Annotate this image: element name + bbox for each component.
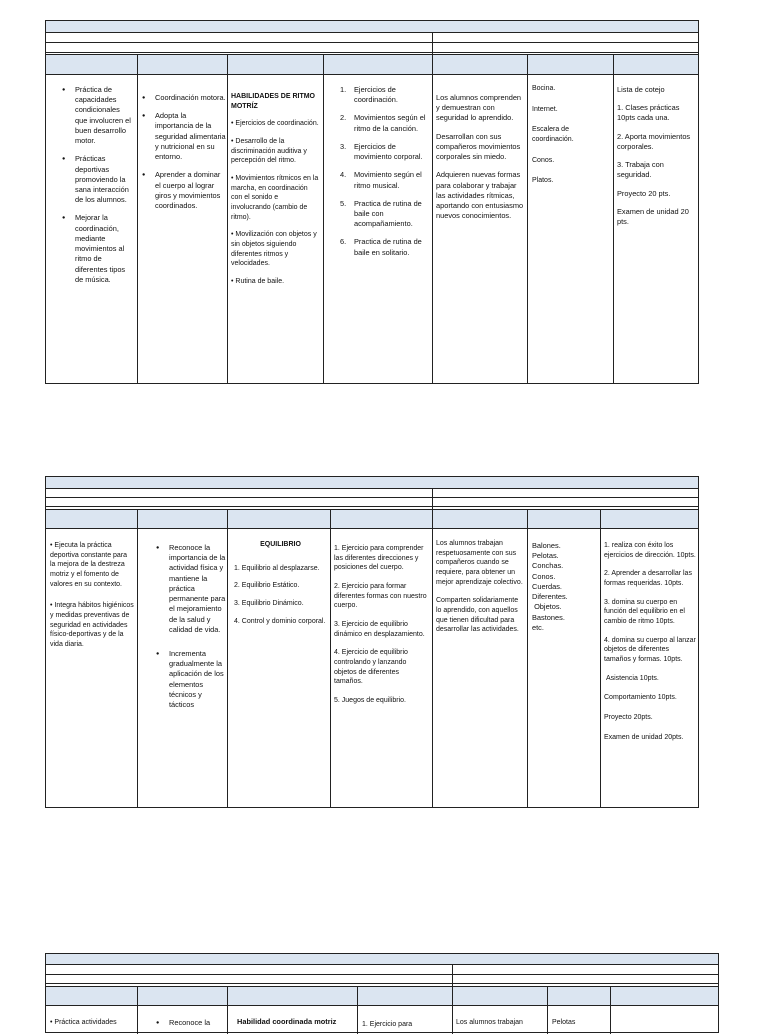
- contenido-title: HABILIDADES DE RITMO MOTRÍZ: [231, 93, 315, 110]
- list-item: ● Adopta la importancia de la seguridad alimentaria y nutricional en su entorno.: [142, 111, 226, 162]
- list-item: 2. Movimientos según el ritmo de la canción.: [340, 113, 426, 133]
- table-3-recurso-cell: Pelotas: [552, 1019, 576, 1026]
- list-item: 5. Practica de rutina de baile con acompañamiento.: [340, 198, 422, 229]
- list-item: Los alumnos comprenden y demuestran con seguridad lo aprendido.: [436, 93, 522, 123]
- table-3-aprendizaje-cell: [156, 1018, 226, 1036]
- list-item: Bastones.: [532, 612, 565, 622]
- list-item: Proyecto 20pts.: [604, 713, 653, 721]
- list-item: Comportamiento 10pts.: [604, 694, 677, 702]
- list-item: 1. realiza con éxito los ejercicios de dirección. 10pts.: [604, 542, 696, 559]
- list-item: 1. Equilibrio al desplazarse.: [234, 564, 320, 572]
- list-item: 2. Aporta movimientos corporales.: [617, 131, 691, 151]
- list-item: ● Prácticas deportivas promoviendo la sana interacción de los alumnos.: [62, 154, 134, 205]
- list-item: ● Práctica de capacidades condicionales que involucren el buen desarrollo motor.: [62, 85, 134, 146]
- list-item: Conos.: [532, 156, 555, 164]
- list-item: ● Coordinación motora.: [142, 93, 226, 103]
- list-item: 4. Control y dominio corporal.: [234, 617, 326, 625]
- table-3-title-bar: [46, 954, 718, 965]
- list-item: • Integra hábitos higiénicos y medidas preventivas de seguridad en actividades físico-deportivas y de la vida diaria.: [50, 602, 134, 648]
- table-2-actividades-cell: [334, 544, 429, 714]
- table-2-aprendizajes-cell: [156, 543, 226, 718]
- contenido-title: EQUILIBRIO: [260, 541, 301, 548]
- table-3-contenido-title: Habilidad coordinada motriz: [237, 1017, 337, 1026]
- table-2-evaluacion-cell: [604, 541, 697, 750]
- list-item: ● Mejorar la coordinación, mediante movimientos al ritmo de diferentes tipos de música.: [62, 213, 134, 285]
- list-item: Examen de unidad 20 pts.: [617, 206, 689, 226]
- table-2-logros-cell: [436, 539, 524, 643]
- list-item: Bocina.: [532, 85, 556, 92]
- list-item: • Movimientos rítmicos en la marcha, en coordinación con el sonido e involucrando (cambio de ritmo).: [231, 174, 319, 221]
- list-item: 2. Ejercicio para formar diferentes formas con nuestro cuerpo.: [334, 582, 427, 610]
- table-1-logros-cell: [436, 93, 524, 229]
- list-item: 1. Ejercicio para comprender las diferentes direcciones y posiciones del cuerpo.: [334, 545, 424, 572]
- list-item: etc.: [532, 622, 544, 632]
- list-item: 3. domina su cuerpo en función del equilibrio en el cambio de ritmo 10pts.: [604, 598, 685, 625]
- list-item: • Movilización con objetos y sin objetos siguiendo diferentes ritmos y velocidades.: [231, 231, 317, 268]
- list-item: ● Reconoce la: [156, 1018, 226, 1028]
- table-3-competencia-cell: • Práctica actividades: [50, 1019, 117, 1026]
- table-1-competencias-cell: [62, 85, 134, 293]
- table-2-contenidos-cell: [234, 540, 327, 634]
- table-2-recursos-cell: [532, 541, 598, 633]
- list-item: 3. Trabaja con seguridad.: [617, 160, 664, 180]
- list-item: • Ejecuta la práctica deportiva constante para la mejora de la destreza motriz y el fomento de valores en su contexto.: [50, 542, 128, 588]
- list-item: 6. Practica de rutina de baile en solitario.: [340, 237, 422, 257]
- list-item: Conos.: [532, 571, 556, 581]
- table-1-aprendizajes-cell: [142, 93, 226, 219]
- list-item: ● Aprender a dominar el cuerpo al lograr giros y movimientos coordinados.: [142, 170, 226, 211]
- list-item: 3. Equilibrio Dinámico.: [234, 599, 304, 607]
- list-item: Balones.: [532, 541, 561, 550]
- list-item: Diferentes.: [532, 592, 568, 602]
- list-item: 4. domina su cuerpo al lanzar objetos de diferentes tamaños y formas. 10pts.: [604, 636, 696, 663]
- list-item: Platos.: [532, 177, 554, 185]
- list-item: 5. Juegos de equilibrio.: [334, 696, 406, 704]
- table-2-title-bar: [46, 477, 698, 489]
- list-item: 3. Ejercicio de equilibrio dinámico en desplazamiento.: [334, 620, 425, 638]
- list-item: ● Reconoce la importancia de la actividad física y mantiene la práctica permanente para el mejoramiento de la salud y calidad de vida.: [156, 543, 226, 635]
- planning-table-2: [45, 476, 699, 808]
- list-item: 1. Clases prácticas 10pts cada una.: [617, 103, 680, 123]
- list-item: 2. Equilibrio Estático.: [234, 582, 300, 590]
- table-1-contenidos-cell: [231, 92, 319, 295]
- list-item: Cuerdas.: [532, 581, 562, 591]
- table-1-title-bar: [46, 21, 698, 33]
- table-1-recursos-cell: [532, 84, 610, 197]
- list-item: Examen de unidad 20pts.: [604, 733, 684, 741]
- list-item: Proyecto 20 pts.: [617, 188, 671, 198]
- list-item: Objetos.: [534, 602, 562, 612]
- list-item: 4. Movimiento según el ritmo musical.: [340, 170, 422, 190]
- list-item: ● Incrementa gradualmente la aplicación de los elementos técnicos y tácticos: [156, 649, 226, 710]
- planning-table-3: [45, 953, 719, 1033]
- list-item: • Desarrollo de la discriminación auditiva y percepción del ritmo.: [231, 137, 307, 165]
- table-3-logro-cell: Los alumnos trabajan: [456, 1019, 523, 1026]
- list-item: Pelotas.: [532, 551, 559, 561]
- list-item: Escalera de coordinación.: [532, 126, 574, 143]
- planning-table-1: [45, 20, 699, 384]
- list-item: 4. Ejercicio de equilibrio controlando y lanzando objetos de diferentes tamaños.: [334, 649, 408, 686]
- list-item: 2. Aprender a desarrollar las formas requeridas. 10pts.: [604, 570, 692, 587]
- list-item: Los alumnos trabajan respetuosamente con sus compañeros cuando se requiere, para obtener un mejor aprendizaje colectivo.: [436, 540, 523, 586]
- table-1-evaluacion-cell: [617, 85, 697, 235]
- list-item: Conchas.: [532, 561, 564, 571]
- list-item: 3. Ejercicios de movimiento corporal.: [340, 141, 423, 162]
- list-item: Lista de cotejo: [617, 85, 665, 94]
- table-2-competencias-cell: [50, 541, 134, 658]
- table-3-actividad-cell: 1. Ejercicio para: [362, 1021, 413, 1028]
- table-1-actividades-cell: [340, 85, 428, 266]
- list-item: Comparten solidariamente lo aprendido, con aquellos que tienen dificultad para desarrollar las actividades.: [436, 597, 519, 634]
- list-item: Asistencia 10pts.: [605, 674, 659, 682]
- list-item: Desarrollan con sus compañeros movimientos corporales sin miedo.: [436, 131, 521, 162]
- table-1-header-row: [46, 54, 698, 75]
- list-item: • Rutina de baile.: [231, 277, 285, 285]
- list-item: • Ejercicios de coordinación.: [231, 120, 319, 128]
- table-3-header-row: [46, 986, 718, 1006]
- list-item: Internet.: [532, 105, 558, 113]
- list-item: 1. Ejercicios de coordinación.: [340, 85, 398, 105]
- list-item: Adquieren nuevas formas para colaborar y trabajar las actividades rítmicas, aportando con entusiasmo nuevos conocimientos.: [436, 170, 524, 221]
